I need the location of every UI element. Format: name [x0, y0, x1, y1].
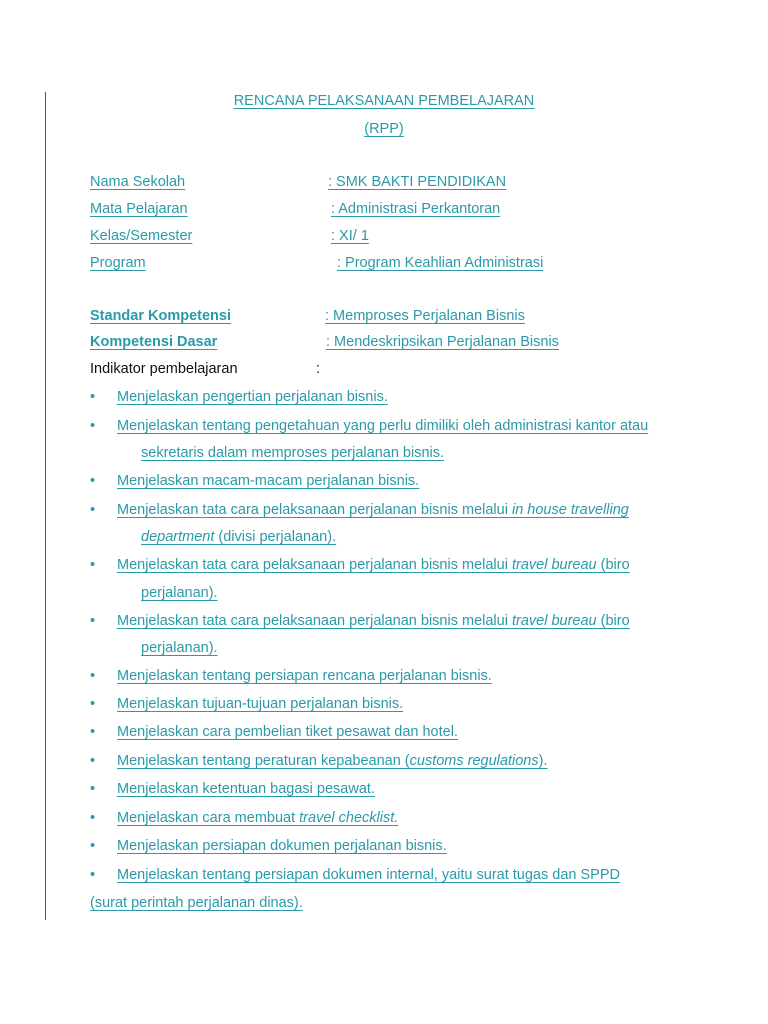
list-item: • Menjelaskan tata cara pelaksanaan perjalanan bisnis melalui in house travelling	[90, 502, 629, 518]
list-item: • Menjelaskan ketentuan bagasi pesawat.	[90, 781, 375, 797]
identity-value-class: : XI/ 1	[331, 228, 369, 244]
list-item: • Menjelaskan tata cara pelaksanaan perjalanan bisnis melalui travel bureau (biro	[90, 613, 630, 629]
bullet-icon: •	[90, 613, 96, 629]
competency-value-standard: : Memproses Perjalanan Bisnis	[325, 308, 525, 324]
bullet-icon: •	[90, 781, 96, 797]
bullet-icon: •	[90, 753, 96, 769]
list-item: • Menjelaskan tujuan-tujuan perjalanan bisnis.	[90, 696, 404, 712]
bullet-icon: •	[90, 557, 96, 573]
identity-label-subject: Mata Pelajaran	[90, 201, 188, 217]
list-item: • Menjelaskan pengertian perjalanan bisnis.	[90, 389, 388, 405]
list-item: • Menjelaskan tentang persiapan dokumen internal, yaitu surat tugas dan SPPD	[90, 867, 620, 883]
bullet-icon: •	[90, 668, 96, 684]
list-item-continuation: perjalanan).	[141, 640, 218, 656]
bullet-icon: •	[90, 418, 96, 434]
identity-value-school: : SMK BAKTI PENDIDIKAN	[328, 174, 507, 190]
identity-label-program: Program	[90, 255, 146, 271]
list-item-continuation: (surat perintah perjalanan dinas).	[90, 895, 303, 911]
competency-label-standard: Standar Kompetensi	[90, 308, 231, 324]
bullet-icon: •	[90, 810, 96, 826]
list-item: • Menjelaskan macam-macam perjalanan bisnis.	[90, 473, 420, 489]
list-item-continuation: sekretaris dalam memproses perjalanan bisnis.	[141, 445, 445, 461]
list-item: • Menjelaskan tentang peraturan kepabeanan (customs regulations).	[90, 753, 548, 769]
list-item: • Menjelaskan tentang pengetahuan yang perlu dimiliki oleh administrasi kantor atau	[90, 418, 649, 434]
margin-line	[45, 92, 46, 920]
bullet-icon: •	[90, 502, 96, 518]
identity-value-program: : Program Keahlian Administrasi	[337, 255, 544, 271]
list-item-continuation: perjalanan).	[141, 585, 218, 601]
bullet-icon: •	[90, 389, 96, 405]
bullet-icon: •	[90, 696, 96, 712]
bullet-icon: •	[90, 838, 96, 854]
list-item: • Menjelaskan tentang persiapan rencana perjalanan bisnis.	[90, 668, 492, 684]
list-item-continuation: department (divisi perjalanan).	[141, 529, 337, 545]
list-item: • Menjelaskan cara membuat travel checklist.	[90, 810, 399, 826]
bullet-icon: •	[90, 473, 96, 489]
document-subtitle: (RPP)	[364, 121, 404, 137]
competency-label-basic: Kompetensi Dasar	[90, 334, 218, 350]
document-title: RENCANA PELAKSANAAN PEMBELAJARAN	[233, 93, 535, 109]
identity-label-class: Kelas/Semester	[90, 228, 193, 244]
bullet-icon: •	[90, 867, 96, 883]
list-item: • Menjelaskan cara pembelian tiket pesawat dan hotel.	[90, 724, 458, 740]
identity-value-subject: : Administrasi Perkantoran	[331, 201, 501, 217]
list-item: • Menjelaskan tata cara pelaksanaan perjalanan bisnis melalui travel bureau (biro	[90, 557, 630, 573]
indicator-label: Indikator pembelajaran	[90, 361, 238, 377]
competency-value-basic: : Mendeskripsikan Perjalanan Bisnis	[326, 334, 559, 350]
list-item: • Menjelaskan persiapan dokumen perjalanan bisnis.	[90, 838, 447, 854]
identity-underline-fill	[180, 174, 328, 190]
bullet-icon: •	[90, 724, 96, 740]
indicator-colon: :	[316, 361, 321, 377]
identity-label-school: Nama Sekolah	[90, 174, 186, 190]
